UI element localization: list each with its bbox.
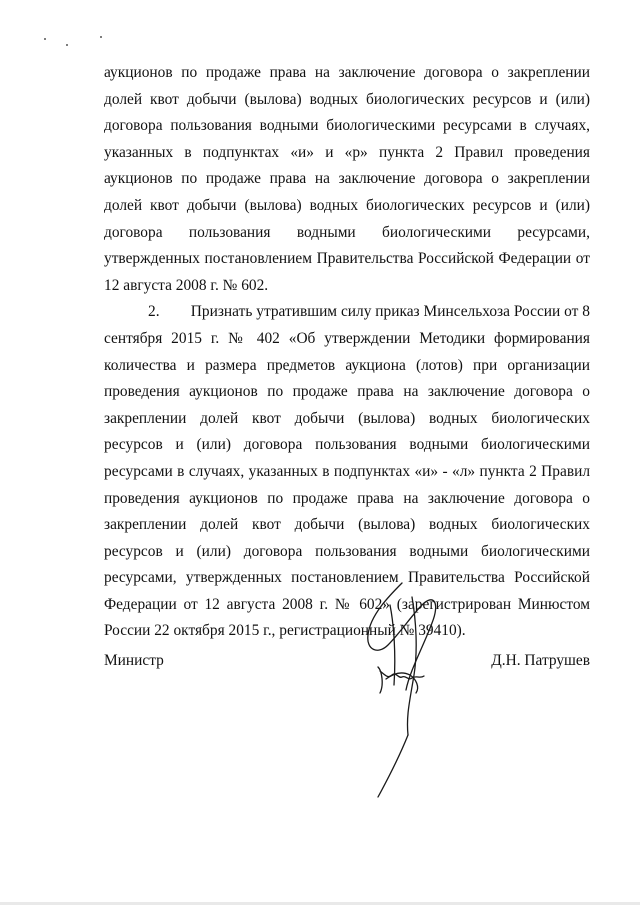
scan-speck [66,44,68,46]
scan-speck [44,38,46,40]
scan-speck [100,36,102,38]
paragraph-item-2: 2. Признать утратившим силу приказ Минсельхоза России от 8 сентября 2015 г. № 402 «Об утверждении Методики формирования количества и размера предметов аукциона (лотов) при организации проведения аукционов по продаже права на заключение договора о закреплении долей квот добычи (вылова) водных биологических ресурсов и (или) договора пользования водными биологическими ресурсами в случаях, указанных в подпунктах «и» - «л» пункта 2 Правил проведения аукционов по продаже права на заключение договора о закреплении долей квот добычи (вылова) водных биологических ресурсов и (или) договора пользования водными биологическими ресурсами, утвержденных постановлением Правительства Российской Федерации от 12 августа 2008 г. № 602» (зарегистрирован Минюстом России 22 октября 2015 г., регистрационный № 39410). [104,303,590,640]
handwritten-signature [350,575,450,805]
signatory-name: Д.Н. Патрушев [491,652,590,669]
document-body [104,60,590,645]
paragraph-continuation: аукционов по продаже права на заключение договора о закреплении долей квот добычи (вылова) водных биологических ресурсов и (или) договора пользования водными биологическими ресурсами в случаях, указанных в подпунктах «и» и «р» пункта 2 Правил проведения аукционов по продаже права на заключение договора о закреплении долей квот добычи (вылова) водных биологических ресурсов и (или) договора пользования водными биологическими ресурсами, утвержденных постановлением Правительства Российской Федерации от 12 августа 2008 г. № 602. [104,64,590,294]
signatory-title: Министр [104,652,164,669]
